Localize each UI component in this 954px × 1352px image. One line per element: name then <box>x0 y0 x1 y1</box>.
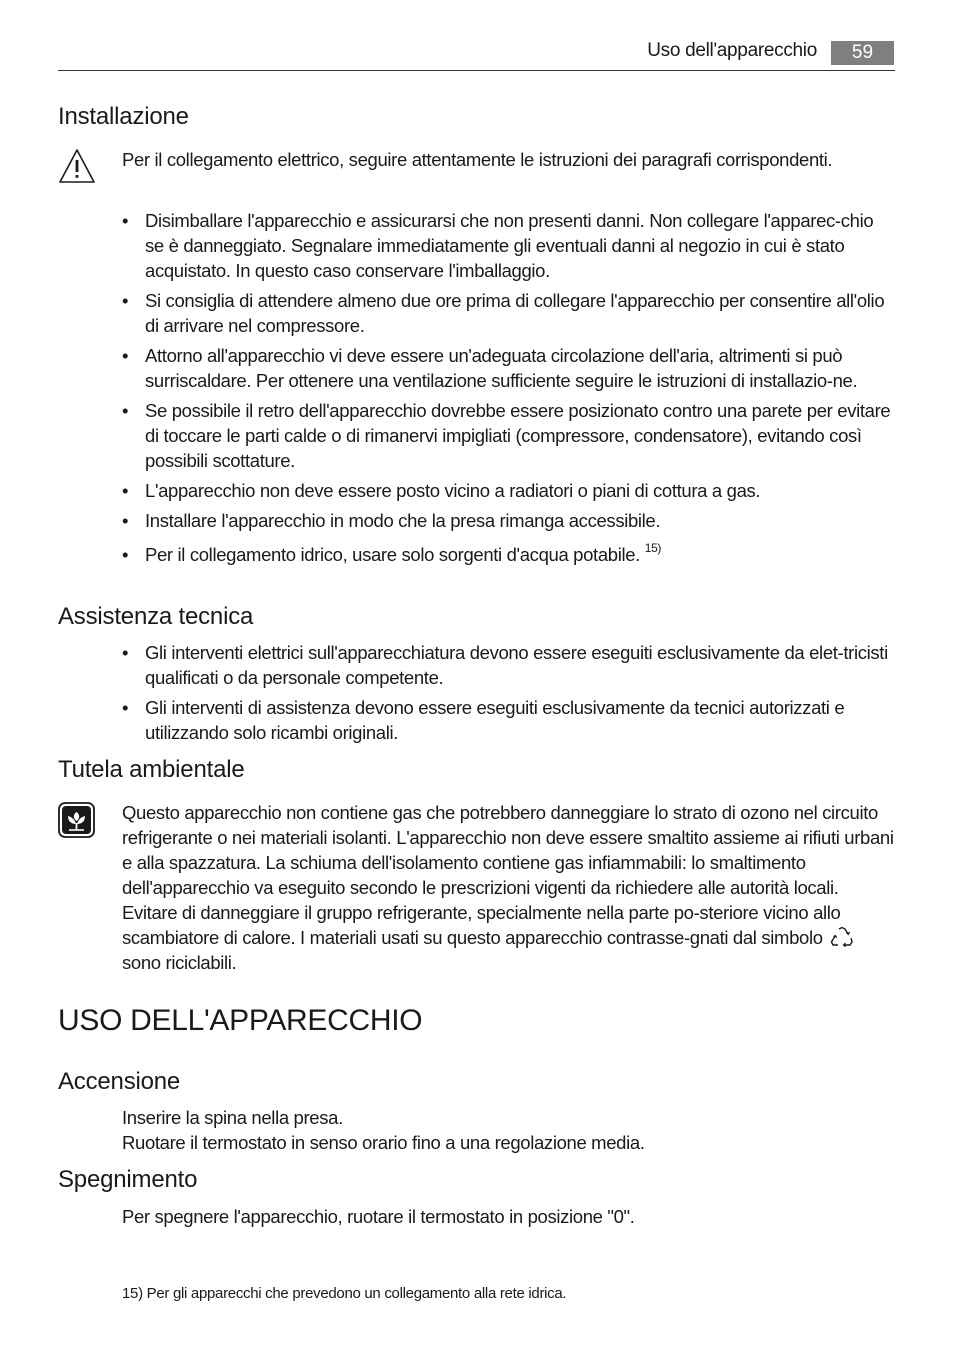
uso-apparecchio-title: USO DELL'APPARECCHIO <box>58 1004 423 1037</box>
list-item: • Se possibile il retro dell'apparecchio dovrebbe essere posizionato contro una parete per evitare di toccare le parti calde o di rimanervi impigliati (compressore, condensatore), evitando così possibili scottature. <box>122 400 891 471</box>
accensione-line-1: Inserire la spina nella presa. <box>122 1107 343 1128</box>
tutela-heading: Tutela ambientale <box>58 756 245 783</box>
environment-flower-icon <box>58 802 95 838</box>
list-item: • Disimballare l'apparecchio e assicurarsi che non presenti danni. Non collegare l'apparec-chio se è danneggiato. Segnalare immediatamente gli eventuali danni al negozio in cui è stato acquistato. In questo caso conservare l'imballaggio. <box>122 210 874 281</box>
footnote-reference: 15) <box>644 540 662 555</box>
warning-triangle-icon <box>58 148 96 184</box>
page-number: 59 <box>831 41 894 65</box>
list-item: • Si consiglia di attendere almeno due ore prima di collegare l'apparecchio per consentire all'olio di arrivare nel compressore. <box>122 290 885 336</box>
assistenza-bullet-list <box>120 640 895 750</box>
list-item: • Installare l'apparecchio in modo che la presa rimanga accessibile. <box>122 510 661 531</box>
list-item: • Attorno all'apparecchio vi deve essere un'adeguata circolazione dell'aria, altrimenti si può surriscaldare. Per ottenere una ventilazione sufficiente seguire le istruzioni di installazio-ne. <box>122 345 858 391</box>
accensione-heading: Accensione <box>58 1068 181 1095</box>
accensione-line-2: Ruotare il termostato in senso orario fino a una regolazione media. <box>122 1132 645 1153</box>
header-divider <box>58 70 895 71</box>
installazione-bullet-list <box>120 208 895 572</box>
header-section-title: Uso dell'apparecchio <box>647 40 817 61</box>
installazione-heading: Installazione <box>58 103 189 130</box>
footnote: 15) Per gli apparecchi che prevedono un collegamento alla rete idrica. <box>122 1285 567 1302</box>
spegnimento-heading: Spegnimento <box>58 1166 198 1193</box>
list-item: • Per il collegamento idrico, usare solo sorgenti d'acqua potabile. $^{15)}$ <box>122 540 662 565</box>
list-item: • L'apparecchio non deve essere posto vicino a radiatori o piani di cottura a gas. <box>122 480 761 501</box>
installazione-warning-text: Per il collegamento elettrico, seguire attentamente le istruzioni dei paragrafi corrispondenti. <box>122 149 833 170</box>
tutela-paragraph: Questo apparecchio non contiene gas che potrebbero danneggiare lo strato di ozono nel circuito refrigerante o nei materiali isolanti. L'apparecchio non deve essere smaltito assieme ai rifiuti urbani e alla spazzatura. La schiuma dell'isolamento contiene gas infiammabili: lo smaltimento dell'apparecchio va eseguito secondo le prescrizioni vigenti da richiedere alle autorità locali. Evitare di danneggiare il gruppo refrigerante, specialmente nella parte po-steriore vicino allo scambiatore di calore. I materiali usati su questo apparecchio contrasse-gnati dal simbolo sono riciclabili. <box>122 802 894 973</box>
recycle-icon <box>830 926 854 948</box>
list-item: • Gli interventi di assistenza devono essere eseguiti esclusivamente da tecnici autorizzati e utilizzando solo ricambi originali. <box>122 697 845 743</box>
assistenza-heading: Assistenza tecnica <box>58 603 254 630</box>
spegnimento-text: Per spegnere l'apparecchio, ruotare il termostato in posizione "0". <box>122 1206 635 1227</box>
list-item: • Gli interventi elettrici sull'apparecchiatura devono essere eseguiti esclusivamente da elet-tricisti qualificati o da personale competente. <box>122 642 888 688</box>
